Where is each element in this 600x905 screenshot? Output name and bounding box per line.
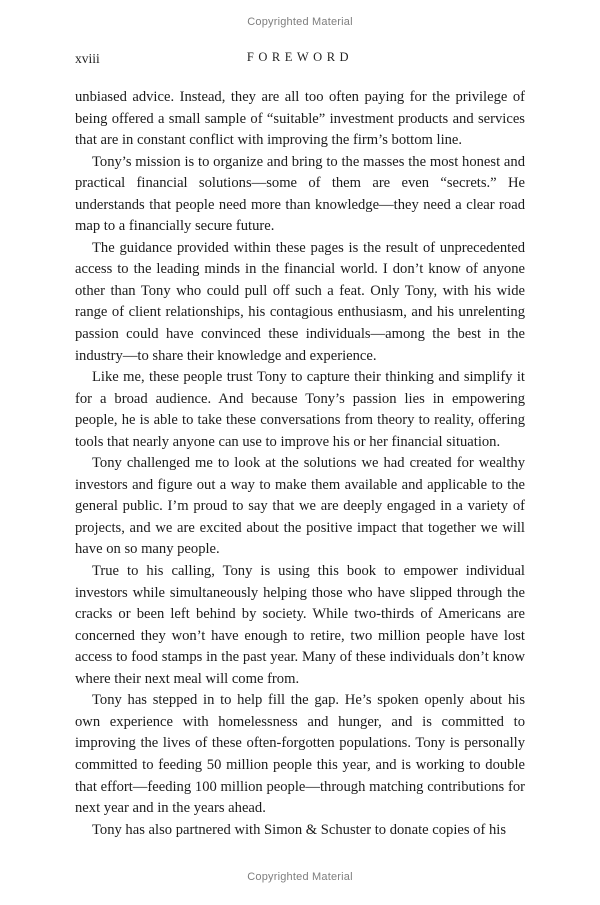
copyright-notice-top: Copyrighted Material xyxy=(247,16,353,28)
body-text-block xyxy=(75,87,525,841)
body-paragraph: Tony’s mission is to organize and bring to the masses the most honest and practical financial solutions—some of them are even “secrets.” He understands that people need more than knowledge—they need a clear road map to a financially secure future. xyxy=(75,153,525,235)
chapter-header-title: FOREWORD xyxy=(246,50,354,64)
body-paragraph: Tony has stepped in to help fill the gap. He’s spoken openly about his own experience with homelessness and hunger, and is committed to improving the lives of these often-forgotten populations. Tony is personally committed to feeding 50 million people this year, and is working to double that effort—feeding 100 million people—through matching contributions for next year and in the years ahead. xyxy=(75,692,525,817)
body-paragraph: True to his calling, Tony is using this book to empower individual investors while simultaneously helping those who have slipped through the cracks or been left behind by society. While two-thirds of Americans are concerned they won’t have enough to retire, two million people have lost access to food stamps in the past year. Many of these individuals don’t know where their next meal will come from. xyxy=(75,563,525,687)
body-paragraph: Like me, these people trust Tony to capture their thinking and simplify it for a broad audience. And because Tony’s passion lies in empowering people, he is able to take these conversations from theory to reality, offering tools that nearly anyone can use to improve his or her financial situation. xyxy=(75,369,525,450)
body-paragraph: Tony challenged me to look at the solutions we had created for wealthy investors and figure out a way to make them available and applicable to the general public. I’m proud to say that we are deeply engaged in a variety of projects, and we are excited about the positive impact that together we will have on so many people. xyxy=(75,455,525,558)
running-head xyxy=(75,50,525,68)
body-paragraph: Tony has also partnered with Simon & Schuster to donate copies of his xyxy=(92,821,507,838)
copyright-notice-bottom: Copyrighted Material xyxy=(247,871,353,883)
body-paragraph: The guidance provided within these pages is the result of unprecedented access to the leading minds in the financial world. I don’t know of anyone other than Tony who could pull off such a feat. Only Tony, with his wide range of client relationships, his contagious enthusiasm, and his unrelenting passion could have convinced these individuals—among the best in the industry—to share their knowledge and experience. xyxy=(75,239,525,364)
body-paragraph: unbiased advice. Instead, they are all too often paying for the privilege of being offered a small sample of “suitable” investment products and services that are in constant conflict with improving the firm’s bottom line. xyxy=(75,89,525,149)
page-number: xviii xyxy=(75,51,100,66)
